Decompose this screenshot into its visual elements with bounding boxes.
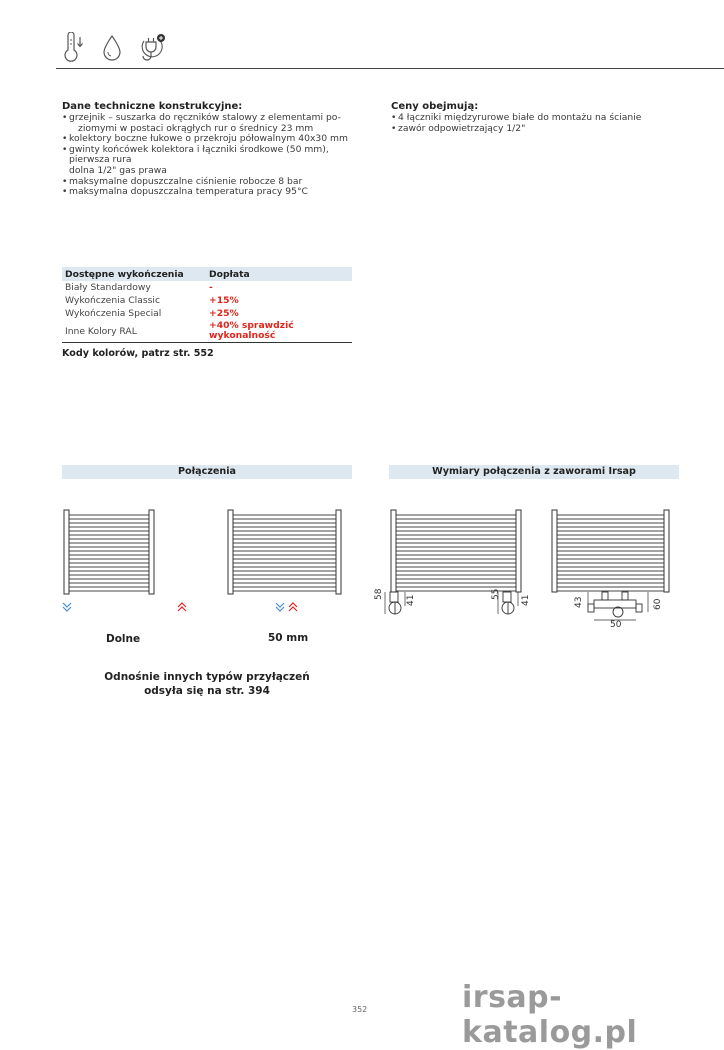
list-item-line: • kolektory boczne łukowe o przekroju półowalnym 40x30 mm xyxy=(69,133,348,145)
finish-surcharge xyxy=(206,320,352,343)
price-includes-title: Ceny obejmują: xyxy=(391,101,479,112)
dimension-label: 50 xyxy=(610,620,622,630)
connections-note xyxy=(62,670,352,698)
table-row xyxy=(62,307,352,320)
list-item-line: pierwsza rura xyxy=(69,154,132,166)
price-includes-list xyxy=(391,113,691,134)
outflow-arrow-icon xyxy=(178,603,186,611)
list-item-line: • gwinty końcówek kolektora i łączniki środkowe (50 mm), xyxy=(69,143,329,155)
finish-surcharge: +25% xyxy=(209,307,239,319)
top-divider xyxy=(56,68,724,69)
color-codes-note: Kody kolorów, patrz str. 552 xyxy=(62,348,214,359)
list-item-line: • grzejnik – suszarka do ręczników stalowy z elementami po- xyxy=(69,112,341,123)
brand-watermark[interactable]: irsap-katalog.pl xyxy=(462,980,638,1050)
list-item: • zawór odpowietrzający 1/2" xyxy=(391,124,691,135)
list-item: • 4 łączniki międzyrurowe białe do montażu na ścianie xyxy=(391,113,691,124)
finish-name: Biały Standardowy xyxy=(65,282,151,293)
connections-note-line: Odnośnie innych typów przyłączeń xyxy=(104,671,310,683)
double-valve-icon xyxy=(588,592,642,617)
finish-name: Inne Kolory RAL xyxy=(62,320,206,343)
list-item xyxy=(62,187,352,198)
technical-data-title: Dane techniczne konstrukcyjne: xyxy=(62,101,243,112)
valve-icon xyxy=(389,592,401,614)
dimension-label: 41 xyxy=(521,594,531,606)
finish-surcharge-line: wykonalność xyxy=(209,330,276,341)
water-drop-icon xyxy=(100,32,124,62)
finish-surcharge: - xyxy=(209,281,213,293)
connections-note-line: odsyła się na str. 394 xyxy=(144,685,270,697)
feature-icons xyxy=(60,32,168,62)
list-item-line: • maksymalna dopuszczalna temperatura pracy 95°C xyxy=(69,186,308,198)
finish-surcharge-line: +40% sprawdzić xyxy=(209,320,294,331)
technical-data-list xyxy=(62,113,352,198)
dimension-label: 43 xyxy=(574,596,584,608)
list-item xyxy=(62,145,352,177)
table-header-row xyxy=(62,267,352,281)
thermometer-icon xyxy=(60,32,86,62)
valve-icon xyxy=(502,592,514,614)
dimension-label: 58 xyxy=(374,588,384,600)
inflow-arrow-icon xyxy=(63,603,71,611)
radiator-50mm-connection-diagram xyxy=(224,508,354,618)
list-item-line: ziomymi w postaci okrągłych rur o średnicy 23 mm xyxy=(78,122,314,134)
column-header: Dopłata xyxy=(206,267,352,281)
dimension-label: 55 xyxy=(491,588,501,600)
finish-surcharge: +15% xyxy=(209,294,239,306)
price-includes-section xyxy=(391,101,691,134)
table-row xyxy=(62,294,352,307)
page-number: 352 xyxy=(352,1005,368,1014)
dimension-diagram-3 xyxy=(550,508,680,628)
list-item xyxy=(62,113,352,134)
dimension-label: 41 xyxy=(406,594,416,606)
finish-name: Wykończenia Classic xyxy=(65,295,161,306)
radiator-bottom-connection-diagram xyxy=(60,508,190,618)
electric-plug-icon xyxy=(138,32,168,62)
dimensions-header: Wymiary połączenia z zaworami Irsap xyxy=(389,465,679,479)
finish-name: Wykończenia Special xyxy=(65,308,162,319)
dimension-diagram-2-valve xyxy=(492,590,522,620)
inflow-arrow-icon xyxy=(276,603,284,611)
connections-header: Połączenia xyxy=(62,465,352,479)
connection-bottom-label: Dolne xyxy=(106,633,141,645)
technical-data-section xyxy=(62,101,352,198)
list-item-line: dolna 1/2" gas prawa xyxy=(69,164,167,176)
outflow-arrow-icon xyxy=(289,603,297,611)
finishes-table xyxy=(62,267,352,343)
connection-50mm-label: 50 mm xyxy=(268,632,309,644)
table-row xyxy=(62,281,352,294)
dimension-label: 60 xyxy=(653,598,663,610)
table-row xyxy=(62,320,352,343)
column-header: Dostępne wykończenia xyxy=(62,267,206,281)
list-item-line: • maksymalne dopuszczalne ciśnienie robocze 8 bar xyxy=(69,175,303,187)
